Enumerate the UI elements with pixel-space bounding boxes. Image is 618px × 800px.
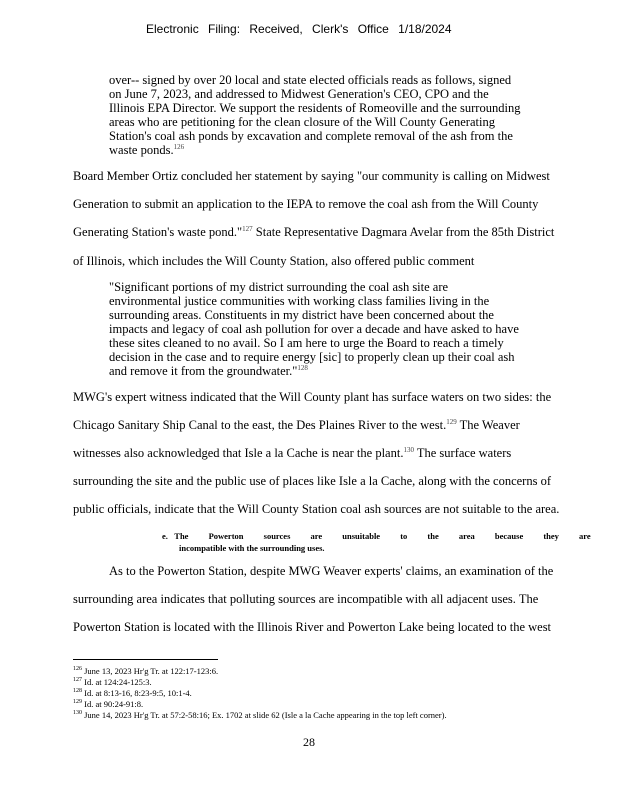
page-number: 28 [303, 735, 315, 749]
body-line: Powerton Station is located with the Illinois River and Powerton Lake being located to the west [73, 620, 552, 634]
quote-line: Station's coal ash ponds by excavation and complete removal of the ash from the [109, 129, 513, 143]
body-line: MWG's expert witness indicated that the Will County plant has surface waters on two sides: the [73, 390, 552, 404]
footnote-text: June 14, 2023 Hr'g Tr. at 57:2-58:16; Ex. 1702 at slide 62 (Isle a la Cache appearing in the top left corner). [84, 710, 447, 720]
footnote [73, 699, 143, 710]
body-line: of Illinois, which includes the Will County Station, also offered public comment [73, 254, 475, 268]
footnote [73, 677, 152, 688]
body-line [73, 446, 511, 460]
footnote-number: 126 [73, 666, 82, 673]
quote-line-text: waste ponds. [109, 143, 174, 157]
quote-line: surrounding areas. Constituents in my district have been concerned about the [109, 308, 494, 322]
footnote [73, 710, 447, 721]
body-text: State Representative Dagmara Avelar from the 85th District [252, 225, 555, 239]
footnote-ref: 130 [403, 445, 414, 454]
body-line: surrounding the site and the public use of places like Isle a la Cache, along with the concerns of [73, 474, 551, 488]
heading-line: incompatible with the surrounding uses. [179, 543, 325, 553]
quote-line: "Significant portions of my district surrounding the coal ash site are [109, 280, 449, 294]
footnote-text: Id. at 124:24-125:3. [84, 677, 152, 687]
quote-line: over-- signed by over 20 local and state elected officials reads as follows, signed [109, 73, 512, 87]
heading-marker: e. [162, 531, 168, 541]
body-text: witnesses also acknowledged that Isle a la Cache is near the plant. [73, 446, 404, 460]
quote-line [109, 364, 308, 378]
body-line [73, 418, 520, 432]
body-text: Chicago Sanitary Ship Canal to the east, the Des Plaines River to the west. [73, 418, 447, 432]
body-line: Generation to submit an application to the IEPA to remove the coal ash from the Will County [73, 197, 539, 211]
footnote-number: 130 [73, 710, 82, 717]
footnote-text: Id. at 8:13-16, 8:23-9:5, 10:1-4. [84, 688, 192, 698]
heading-line: The Powerton sources are unsuitable to the area because they are [174, 531, 591, 541]
section-heading [162, 530, 591, 554]
quote-line-text: and remove it from the groundwater." [109, 364, 298, 378]
footnote-separator [73, 659, 218, 660]
quote-line [109, 143, 184, 157]
quote-line: Illinois EPA Director. We support the residents of Romeoville and the surrounding [109, 101, 521, 115]
footnote-text: June 13, 2023 Hr'g Tr. at 122:17-123:6. [84, 666, 219, 676]
footnote-number: 129 [73, 699, 82, 706]
footnote-number: 128 [73, 688, 82, 695]
body-line: public officials, indicate that the Will County Station coal ash sources are not suitable to the area. [73, 502, 560, 516]
footnote [73, 666, 218, 677]
quote-line: decision in the case and to require energy [sic] to properly clean up their coal ash [109, 350, 515, 364]
body-line [73, 225, 554, 239]
footnote-ref: 126 [173, 142, 185, 151]
quote-line: areas who are petitioning for the clean closure of the Will County Generating [109, 115, 495, 129]
body-text: The Weaver [456, 418, 520, 432]
footnote-ref: 128 [297, 363, 308, 372]
quote-line: these sites cleaned to no avail. So I am here to urge the Board to reach a timely [109, 336, 504, 350]
quote-line: on June 7, 2023, and addressed to Midwest Generation's CEO, CPO and the [109, 87, 489, 101]
filing-header: Electronic Filing: Received, Clerk's Office 1/18/2024 [146, 22, 452, 36]
footnote-number: 127 [73, 677, 82, 684]
body-line: As to the Powerton Station, despite MWG Weaver experts' claims, an examination of the [109, 564, 554, 578]
body-text: Generating Station's waste pond." [73, 225, 243, 239]
footnote-text: Id. at 90:24-91:8. [84, 699, 144, 709]
quote-line: impacts and legacy of coal ash pollution for over a decade and have asked to have [109, 322, 519, 336]
footnote-ref: 129 [446, 417, 457, 426]
footnote-ref: 127 [242, 224, 253, 233]
body-line: surrounding area indicates that polluting sources are incompatible with all adjacent uses. The [73, 592, 539, 606]
body-text: The surface waters [413, 446, 512, 460]
body-line: Board Member Ortiz concluded her statement by saying "our community is calling on Midwest [73, 169, 550, 183]
quote-line: environmental justice communities with working class families living in the [109, 294, 490, 308]
footnote [73, 688, 192, 699]
